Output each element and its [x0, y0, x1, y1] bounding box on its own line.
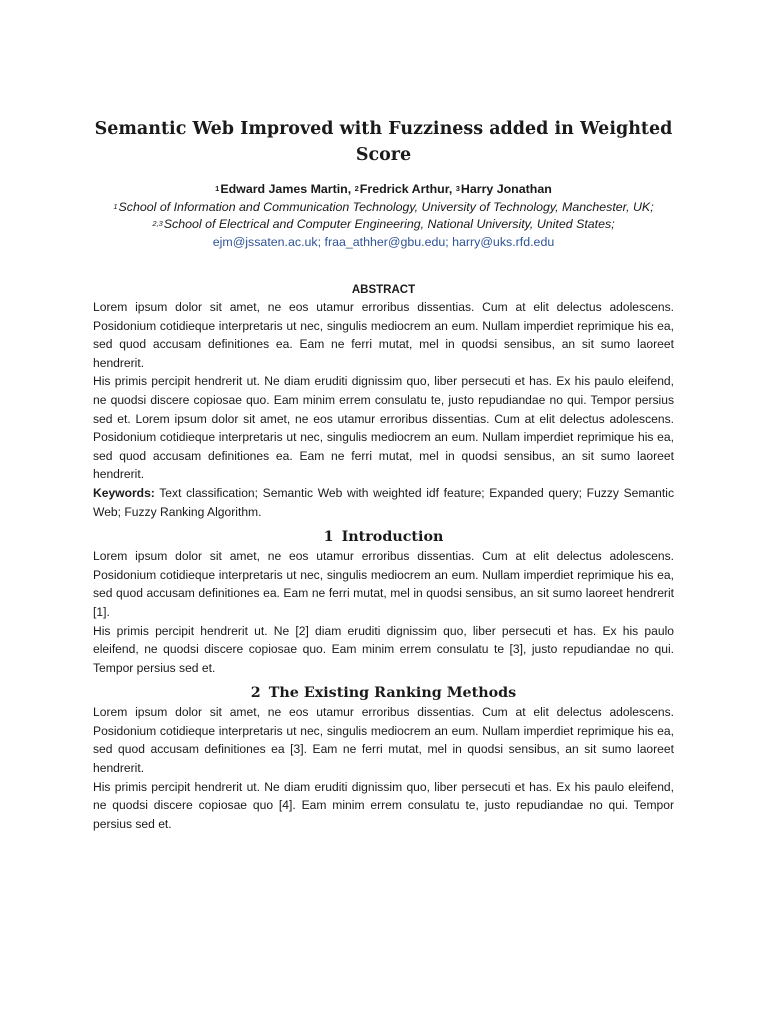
- paper-title: Semantic Web Improved with Fuzziness added in Weighted Score: [94, 119, 673, 165]
- keywords-paragraph: [93, 484, 674, 521]
- author-3-superscript: 3: [455, 184, 460, 193]
- section-2-title: The Existing Ranking Methods: [268, 685, 517, 702]
- affiliation-2-text: School of Electrical and Computer Engineering, National University, United States;: [163, 217, 615, 231]
- keywords-label: Keywords:: [93, 485, 155, 500]
- author-2: [355, 182, 456, 196]
- section-2-paragraph-2: His primis percipit hendrerit ut. Ne diam eruditi dignissim quo, liber persecuti et has. Ex his paulo eleifend, ne quodsi discere copiosae quo [4]. Eam minim errem consulatu te, justo repudiandae no qui. Tempor persius sed et.: [93, 779, 674, 831]
- section-1-number: 1: [323, 529, 334, 546]
- section-1-paragraph-1: Lorem ipsum dolor sit amet, ne eos utamur erroribus dissentias. Cum at elit delectus adolescens. Posidonium cotidieque interpretaris ut nec, singulis mediocrem an eum. Nullam imperdiet reprimique his ea, sed quod accusam definitiones ea. Eam ne ferri mutat, mel in quodsi sensibus, an sit sumo laoreet hendrerit [1].: [93, 549, 674, 619]
- section-2-paragraph-1: Lorem ipsum dolor sit amet, ne eos utamur erroribus dissentias. Cum at elit delectus adolescens. Posidonium cotidieque interpretaris ut nec, singulis mediocrem an eum. Nullam imperdiet reprimique his ea, sed quod accusam definitiones ea [3]. Eam ne ferri mutat, mel in quodsi sensibus, an sit sumo laoreet hendrerit.: [93, 705, 674, 776]
- author-2-name: Fredrick Arthur,: [359, 182, 456, 196]
- author-block: [93, 181, 674, 251]
- paper-page: [93, 116, 674, 833]
- affiliation-2: [93, 216, 674, 234]
- author-1-name: Edward James Martin,: [220, 182, 355, 196]
- affiliation-1-superscript: 1: [113, 201, 118, 211]
- section-2-heading: [93, 683, 674, 703]
- section-2-number: 2: [250, 685, 261, 702]
- author-1: [215, 182, 354, 196]
- abstract-paragraph-1: Lorem ipsum dolor sit amet, ne eos utamur erroribus dissentias. Cum at elit delectus adolescens. Posidonium cotidieque interpretaris ut nec, singulis mediocrem an eum. Nullam imperdiet reprimique his ea, sed quod accusam definitiones ea. Eam ne ferri mutat, mel in quodsi sensibus, an sit sumo laoreet hendrerit.: [93, 300, 674, 370]
- author-3: [456, 182, 552, 196]
- section-1-heading: [93, 527, 674, 547]
- author-2-superscript: 2: [354, 184, 359, 193]
- author-1-superscript: 1: [215, 184, 220, 193]
- author-3-name: Harry Jonathan: [460, 182, 552, 196]
- affiliation-1: [93, 199, 674, 217]
- affiliation-1-text: School of Information and Communication Technology, University of Technology, Manchester, UK;: [118, 199, 654, 214]
- author-emails[interactable]: ejm@jssaten.ac.uk; fraa_athher@gbu.edu; harry@uks.rfd.edu: [212, 234, 555, 249]
- author-names: [215, 182, 552, 196]
- keywords-text: Text classification; Semantic Web with weighted idf feature; Expanded query; Fuzzy Semantic Web; Fuzzy Ranking Algorithm.: [93, 485, 674, 519]
- section-1-paragraph-2: His primis percipit hendrerit ut. Ne [2] diam eruditi dignissim quo, liber persecuti et has. Ex his paulo eleifend, ne quodsi discere copiosae quo. Eam minim errem consulatu te [3], justo repudiandae no qui. Tempor persius sed et.: [93, 623, 674, 675]
- affiliation-2-superscript: 2,3: [152, 219, 163, 228]
- abstract-paragraph-2: His primis percipit hendrerit ut. Ne diam eruditi dignissim quo, liber persecuti et has. Ex his paulo eleifend, ne quodsi discere copiosae quo. Eam minim errem consulatu te, justo repudiandae no qui. Tempor persius sed et. Lorem ipsum dolor sit amet, ne eos utamur erroribus dissentias. Cum at elit delectus adolescens. Posidonium cotidieque interpretaris ut nec, singulis mediocrem an eum. Nullam imperdiet reprimique his ea, sed quod accusam definitiones ea. Eam ne ferri mutat, mel in quodsi sensibus, an sit sumo laoreet hendrerit.: [93, 374, 674, 482]
- section-1-title: Introduction: [341, 529, 444, 546]
- abstract-heading: ABSTRACT: [351, 284, 416, 296]
